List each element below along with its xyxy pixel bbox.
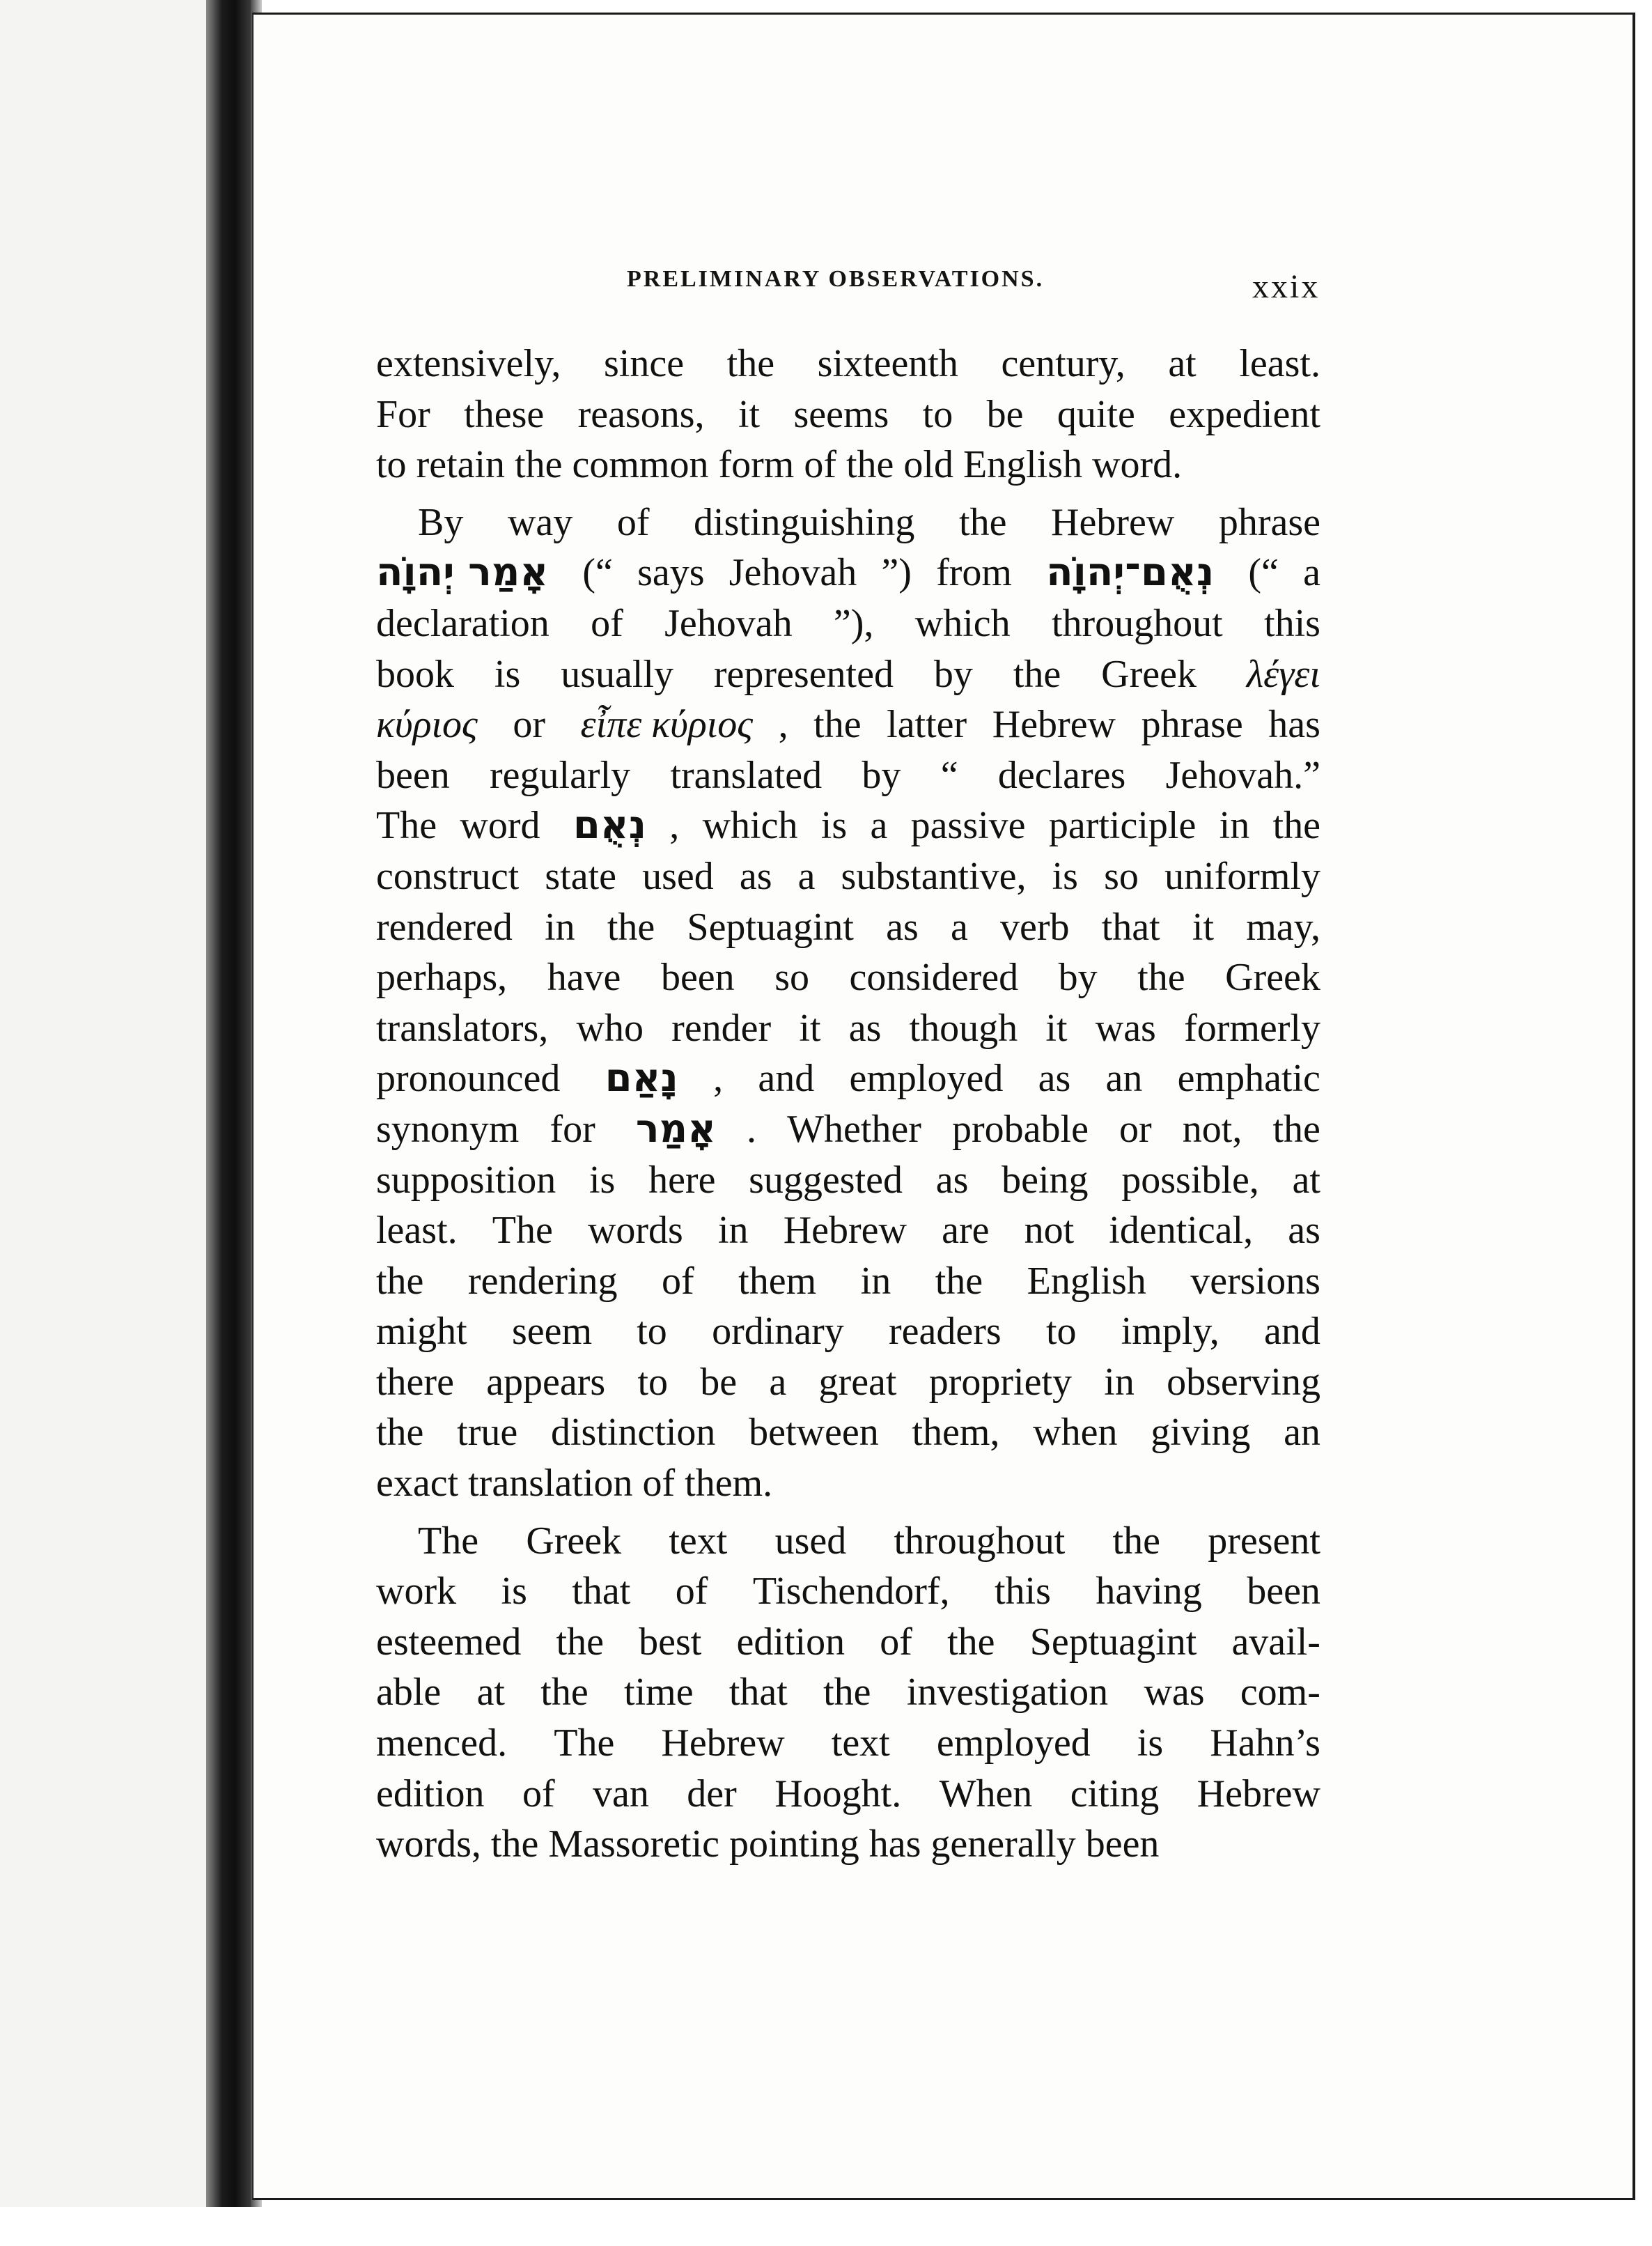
word: though [909,1006,1018,1050]
word: between [749,1411,879,1455]
word: form [718,443,795,487]
word: which [702,804,798,848]
word: in [860,1259,891,1303]
text-line [376,497,1320,548]
word: usually [561,652,673,696]
word: being [1002,1158,1089,1202]
word: common [572,443,709,487]
word: the [607,905,655,949]
word: when [1033,1411,1118,1455]
word: Hebrew [1051,500,1175,544]
word: verb [1000,905,1070,949]
word: Tischendorf, [752,1570,950,1613]
hebrew-phrase: נְאֻם־יְהוָֹה [1046,550,1215,596]
text-line [376,1256,1320,1307]
word: The [554,1721,615,1765]
word: was [1095,1006,1156,1050]
word: have [547,956,621,1000]
word: is [1052,854,1078,898]
word: The [418,1519,479,1563]
word: giving [1151,1411,1251,1455]
word: is [494,652,521,696]
text-line [376,339,1320,389]
word: been [1247,1570,1320,1613]
word: a [769,1360,787,1404]
text-line [376,1718,1320,1769]
word: The [376,804,437,848]
word: edition [376,1772,485,1815]
word: the [540,1671,589,1714]
word: extensively, [376,342,561,385]
word: text [831,1721,890,1765]
word: to [376,443,407,487]
word: the [846,443,894,487]
word: since [604,342,685,385]
word: ordinary [712,1310,844,1354]
book-gutter [206,0,251,2246]
word: declares [997,753,1126,797]
word: by [862,753,901,797]
word: least. [1239,342,1320,385]
word: translation [468,1462,633,1505]
word: has [868,1822,921,1866]
word: formerly [1184,1006,1320,1050]
word: used [774,1519,847,1563]
word: a [797,854,816,898]
word: phrase [1218,500,1320,544]
word: as [886,905,919,949]
word: the [935,1259,983,1303]
word: pointing [729,1822,859,1866]
word: the [556,1620,604,1664]
word: throughout [1051,601,1223,645]
word: imply, [1121,1310,1219,1354]
word: of [616,500,650,544]
word: the [376,1259,424,1303]
word: employed [936,1721,1091,1765]
word: by [1058,956,1098,1000]
word: are [942,1209,990,1253]
word: been [660,956,735,1000]
word: Greek [526,1519,622,1563]
word: able [376,1671,442,1714]
word: and [1264,1310,1320,1354]
word: been [376,753,450,797]
word: them [738,1259,817,1303]
word: is [589,1158,616,1202]
word: may, [1246,905,1320,949]
word: true [457,1411,518,1455]
text-line [376,1357,1320,1408]
text-line [376,1769,1320,1820]
word: quite [1057,392,1135,436]
text-line [376,389,1320,440]
word: words, [376,1822,481,1866]
word: avail- [1231,1620,1320,1664]
word: the [490,1822,539,1866]
word: investigation [906,1671,1109,1714]
word: retain [416,443,506,487]
greek-phrase: λέγει [1246,652,1320,696]
word: probable [952,1107,1089,1151]
text-line [376,1667,1320,1718]
word: it [738,392,761,436]
word: to [637,1360,669,1404]
word: expedient [1169,392,1320,436]
greek-phrase: εἶπε κύριος [580,703,754,747]
word: least. [376,1209,458,1253]
word: of [522,1772,555,1815]
word: the [1272,804,1320,848]
word: it [1045,1006,1068,1050]
text-line [376,1407,1320,1458]
word: there [376,1360,454,1404]
word: the [726,342,775,385]
word: the [1013,652,1061,696]
word: and [758,1057,815,1101]
word: Greek [1225,956,1320,1000]
word: in [1104,1360,1135,1404]
word: this [1264,601,1320,645]
word: work [376,1570,457,1613]
word: the [515,443,563,487]
word: Massoretic [548,1822,720,1866]
word: . [747,1107,756,1151]
word: so [774,956,809,1000]
left-facing-page [0,0,209,2246]
text-line [376,1306,1320,1357]
word: not [1024,1209,1075,1253]
word: as [848,1006,882,1050]
word: to [637,1310,667,1354]
word: an [1105,1057,1143,1101]
word: says [637,551,705,595]
word: so [1104,854,1139,898]
word: considered [849,956,1019,1000]
word: words [587,1209,683,1253]
word: appears [486,1360,606,1404]
word: as [1038,1057,1071,1101]
word: for [550,1107,605,1151]
word: at [476,1671,505,1714]
word: in [718,1209,749,1253]
word: century, [1001,342,1125,385]
word: from [936,551,1022,595]
word: seem [511,1310,592,1354]
word: a [950,905,968,949]
word: English [1027,1259,1146,1303]
word: these [464,392,545,436]
word: that [1101,905,1160,949]
word: com- [1240,1671,1320,1714]
word: rendering [467,1259,618,1303]
word: be [700,1360,738,1404]
word: When [939,1772,1033,1815]
word: here [648,1158,716,1202]
word: Hahn’s [1210,1721,1320,1765]
word: as [1288,1209,1320,1253]
word: the [947,1620,995,1664]
word: the [376,1411,424,1455]
bottom-margin [0,2207,1652,2246]
word: declaration [376,601,550,645]
text-line [376,902,1320,953]
word: generally [930,1822,1076,1866]
word: Greek [1101,652,1206,696]
word: of [662,1259,694,1303]
text-line [376,851,1320,902]
word: time [624,1671,694,1714]
text-line [376,440,1320,490]
word: be [986,392,1024,436]
word: or [1119,1107,1152,1151]
word: rendered [376,905,513,949]
word: , [713,1057,724,1101]
word: been [1085,1822,1160,1866]
word: the [1272,1107,1320,1151]
word: For [376,392,430,436]
word: a [870,804,888,848]
word: having [1096,1570,1202,1613]
word: possible, [1121,1158,1259,1202]
word: “ [940,753,958,797]
word: phrase [1141,703,1243,747]
word: English [963,443,1083,487]
word: of [675,1570,708,1613]
word: an [1284,1411,1320,1455]
hebrew-phrase: נְאֻם [572,803,646,849]
word: Jehovah.” [1165,753,1320,797]
word: ”) [881,551,912,595]
word: identical, [1109,1209,1254,1253]
word: as [935,1158,969,1202]
word: By [418,500,464,544]
word: propriety [928,1360,1073,1404]
word: Jehovah [664,601,793,645]
word: which [914,601,1011,645]
text-line [376,952,1320,1003]
word: the [959,500,1007,544]
word: Septuagint [687,905,854,949]
word: present [1208,1519,1320,1563]
word: text [669,1519,728,1563]
text-line [376,598,1320,649]
word: them, [912,1411,1000,1455]
word: not, [1182,1107,1242,1151]
word: that [572,1570,631,1613]
word: translated [670,753,823,797]
word: ”), [833,601,874,645]
word: to [922,392,953,436]
word: distinction [550,1411,716,1455]
word: who [576,1006,644,1050]
word: reasons, [577,392,705,436]
word: citing [1070,1772,1160,1815]
word: of [591,601,623,645]
word: state [545,854,616,898]
word: van [593,1772,649,1815]
text-line [376,699,1320,750]
word: represented [713,652,894,696]
word: best [639,1620,702,1664]
running-head: PRELIMINARY OBSERVATIONS. [627,266,1045,292]
text-line [376,649,1320,700]
word: pronounced [376,1057,570,1101]
word: , [778,703,788,747]
text-line [376,1003,1320,1054]
word: by [933,652,973,696]
word: as [739,854,772,898]
page-number: xxix [1252,268,1320,305]
word: is [501,1570,527,1613]
word: might [376,1310,467,1354]
word: the [1137,956,1185,1000]
word: participle [1048,804,1197,848]
word: sixteenth [817,342,958,385]
word: the [1112,1519,1160,1563]
word: (“ [572,551,613,595]
word: construct [376,854,520,898]
word: translators, [376,1006,549,1050]
hebrew-phrase: נָאַם [605,1055,678,1101]
text-line [376,750,1320,801]
word: latter [887,703,967,747]
word: synonym [376,1107,520,1151]
word: has [1268,703,1320,747]
word: exact [376,1462,459,1505]
word: was [1144,1671,1205,1714]
word: the [813,703,862,747]
word: menced. [376,1721,508,1765]
word: suggested [749,1158,903,1202]
greek-phrase: κύριος [376,703,478,747]
word: used [642,854,714,898]
word: uniformly [1164,854,1320,898]
word: Jehovah [728,551,857,595]
hebrew-phrase: אָמַר [635,1106,716,1152]
word: employed [849,1057,1004,1101]
word: Hebrew [783,1209,907,1253]
word: the [823,1671,871,1714]
word: Hooght. [774,1772,902,1815]
text-line [376,1155,1320,1206]
word: substantive, [841,854,1027,898]
word: of [804,443,836,487]
word: this [994,1570,1051,1613]
word: Hebrew [661,1721,785,1765]
word: render [671,1006,772,1050]
word: passive [910,804,1026,848]
text-line [376,1458,1320,1509]
text-line [376,1819,1320,1870]
word: esteemed [376,1620,522,1664]
word: regularly [490,753,631,797]
word: emphatic [1177,1057,1320,1101]
text-line [376,1617,1320,1668]
word: great [818,1360,897,1404]
word: Hebrew [992,703,1116,747]
word: , [669,804,680,848]
word: (“ [1238,551,1279,595]
word: seems [793,392,889,436]
body-text [376,339,1320,1870]
word: is [820,804,848,848]
word: in [545,905,575,949]
word: old [903,443,953,487]
word: or [503,703,555,747]
text-line [376,548,1320,598]
text-line [376,800,1320,851]
word: readers [889,1310,1002,1354]
word: Hebrew [1197,1772,1320,1815]
word: at [1292,1158,1320,1202]
text-line [376,1566,1320,1617]
text-line [376,1516,1320,1567]
word: versions [1190,1259,1320,1303]
hebrew-phrase: אָמַר יְהוָֹה [376,550,549,596]
word: at [1168,342,1197,385]
word: to [1045,1310,1077,1354]
word: of [642,1462,676,1505]
word: edition [736,1620,846,1664]
word: word. [1092,443,1183,487]
word: Whether [787,1107,921,1151]
word: in [1219,804,1250,848]
text-line [376,1053,1320,1104]
word: that [728,1671,788,1714]
word: The [492,1209,553,1253]
word: a [1303,551,1320,595]
word: of [880,1620,912,1664]
word: observing [1167,1360,1320,1404]
word: throughout [894,1519,1066,1563]
word: perhaps, [376,956,508,1000]
text-line [376,1205,1320,1256]
word: Septuagint [1029,1620,1197,1664]
text-line [376,1104,1320,1155]
word: them. [685,1462,773,1505]
word: distinguishing [694,500,915,544]
word: supposition [376,1158,556,1202]
word: it [799,1006,821,1050]
word: is [1137,1721,1164,1765]
word: word [460,804,550,848]
word: book [376,652,454,696]
word: it [1192,905,1215,949]
word: way [507,500,573,544]
word: der [687,1772,737,1815]
